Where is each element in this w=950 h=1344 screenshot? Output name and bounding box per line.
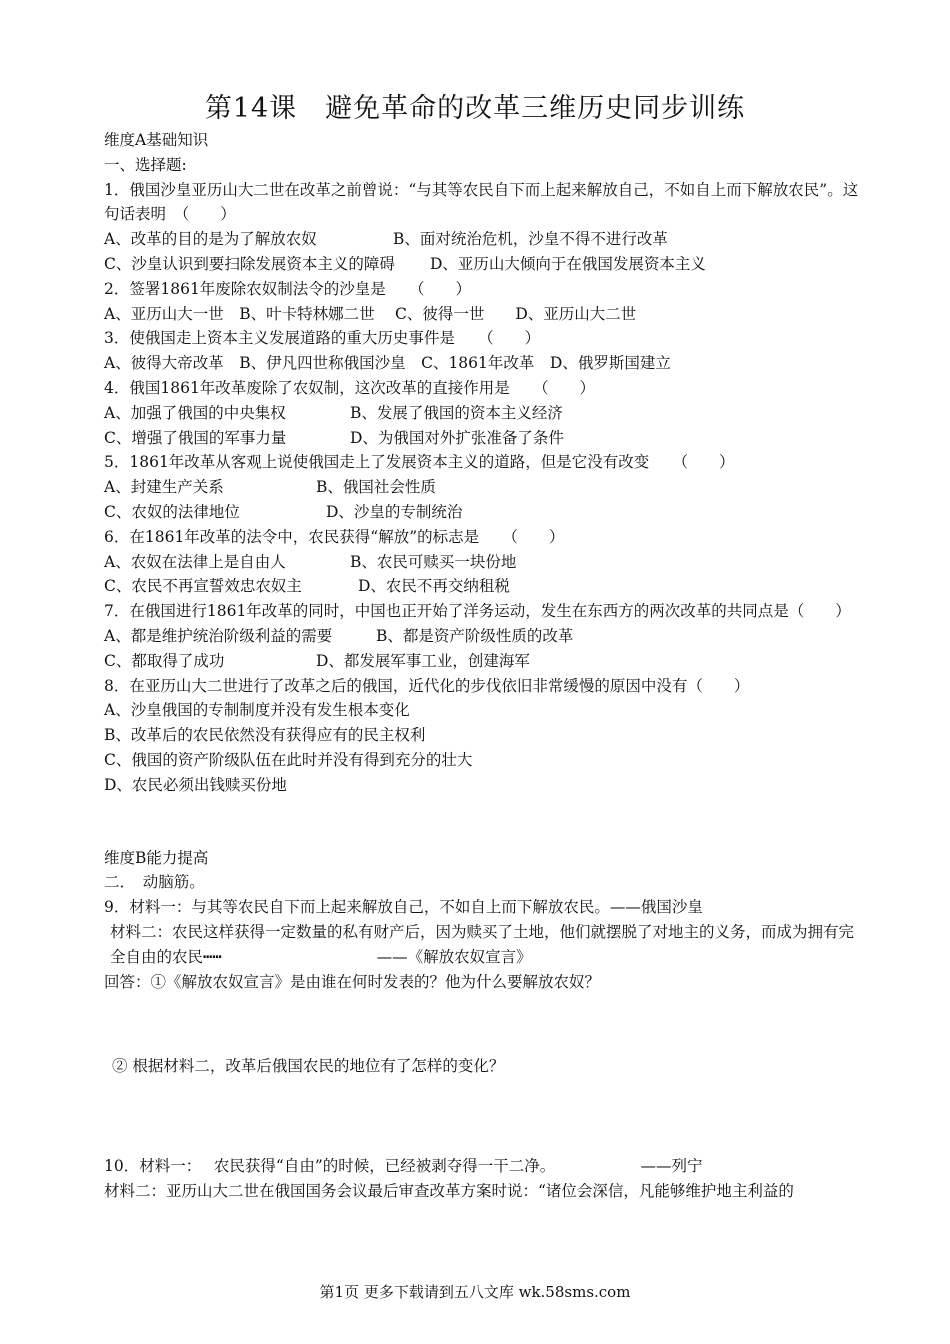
question-4-option-b: B、发展了俄国的资本主义经济 <box>350 403 563 422</box>
question-5-option-c: C、农奴的法律地位 <box>104 502 240 521</box>
question-4-stem: 4．俄国1861年改革废除了农奴制，这次改革的直接作用是 （ ） <box>104 378 596 397</box>
question-7-options-row1 <box>104 624 864 649</box>
part-one-heading: 一、选择题: <box>104 155 187 174</box>
question-1-options-row1 <box>104 227 864 252</box>
question-4-option-c: C、增强了俄国的军事力量 <box>104 428 287 447</box>
question-8-stem: 8．在亚历山大二世进行了改革之后的俄国，近代化的步伐依旧非常缓慢的原因中没有（ ） <box>104 676 750 695</box>
question-8-option-d: D、农民必须出钱赎买份地 <box>104 775 287 794</box>
question-7-option-c: C、都取得了成功 <box>104 651 225 670</box>
question-5-options-row1 <box>104 475 864 500</box>
question-2-options: A、亚历山大一世 B、叶卡特林娜二世 C、彼得一世 D、亚历山大二世 <box>104 304 637 323</box>
question-3-options: A、彼得大帝改革 B、伊凡四世称俄国沙皇 C、1861年改革 D、俄罗斯国建立 <box>104 354 671 373</box>
question-7-stem: 7．在俄国进行1861年改革的同时，中国也正开始了洋务运动，发生在东西方的两次改革的共同点是（ ） <box>104 602 851 621</box>
question-1-options-row2 <box>104 252 864 277</box>
question-6-option-a: A、农奴在法律上是自由人 <box>104 552 286 571</box>
question-5-option-d: D、沙皇的专制统治 <box>326 502 463 521</box>
question-7-option-b: B、都是资产阶级性质的改革 <box>376 626 574 645</box>
question-7-option-a: A、都是维护统治阶级利益的需要 <box>104 626 333 645</box>
question-7-option-d: D、都发展军事工业，创建海军 <box>316 651 530 670</box>
question-9-ask-2: ② 根据材料二，改革后俄国农民的地位有了怎样的变化？ <box>112 1057 505 1076</box>
question-9-material-2: 材料二：农民这样获得一定数量的私有财产后，因为赎买了土地，他们就摆脱了对地主的义务，而成为拥有完全自由的农民┅┅ ——《解放农奴宣言》 <box>110 922 855 966</box>
question-5-stem: 5．1861年改革从客观上说使俄国走上了发展资本主义的道路，但是它没有改变 （ ） <box>104 453 735 472</box>
question-7-options-row2 <box>104 649 864 674</box>
document-body <box>104 128 864 1204</box>
answer-space <box>104 994 864 1054</box>
section-a-heading: 维度A基础知识 <box>104 131 209 149</box>
question-4-options-row2 <box>104 426 864 451</box>
question-6-stem: 6．在1861年改革的法令中，农民获得“解放”的标志是 （ ） <box>104 527 565 546</box>
question-9-ask-1: 回答：①《解放农奴宣言》是由谁在何时发表的？他为什么要解放农奴？ <box>104 972 601 991</box>
question-5-option-b: B、俄国社会性质 <box>316 478 436 497</box>
question-4-options-row1 <box>104 401 864 426</box>
question-8-option-b: B、改革后的农民依然没有获得应有的民主权利 <box>104 726 426 745</box>
question-3-stem: 3．使俄国走上资本主义发展道路的重大历史事件是 （ ） <box>104 329 541 348</box>
question-2-stem: 2．签署1861年废除农奴制法令的沙皇是 （ ） <box>104 279 472 298</box>
spacer <box>104 798 864 846</box>
question-10-material-1: 10．材料一： 农民获得“自由”的时候，已经被剥夺得一干二净。 ——列宁 <box>104 1157 703 1176</box>
answer-space <box>104 1079 864 1154</box>
question-6-options-row2 <box>104 574 864 599</box>
question-6-option-c: C、农民不再宣誓效忠农奴主 <box>104 577 302 596</box>
question-8-option-a: A、沙皇俄国的专制制度并没有发生根本变化 <box>104 701 410 720</box>
page-title: 第14课 避免革命的改革三维历史同步训练 <box>204 93 746 124</box>
question-9-material-1: 9．材料一：与其等农民自下而上起来解放自己，不如自上而下解放农民。——俄国沙皇 <box>104 898 703 917</box>
question-6-options-row1 <box>104 550 864 575</box>
question-1-option-d: D、亚历山大倾向于在俄国发展资本主义 <box>430 254 706 273</box>
question-1-option-c: C、沙皇认识到要扫除发展资本主义的障碍 <box>104 254 395 273</box>
page-footer: 第1页 更多下载请到五八文库 wk.58sms.com <box>319 1283 631 1301</box>
question-1-stem: 1．俄国沙皇亚历山大二世在改革之前曾说：“与其等农民自下而上起来解放自己，不如自上而下解放农民”。这句话表明 （ ） <box>104 180 859 224</box>
question-1-option-a: A、改革的目的是为了解放农奴 <box>104 230 317 249</box>
question-10-material-2: 材料二：亚历山大二世在俄国国务会议最后审查改革方案时说：“诸位会深信，凡能够维护地主利益的 <box>104 1181 794 1200</box>
question-4-option-a: A、加强了俄国的中央集权 <box>104 403 286 422</box>
question-6-option-d: D、农民不再交纳租税 <box>358 577 510 596</box>
question-1-option-b: B、面对统治危机，沙皇不得不进行改革 <box>393 230 668 249</box>
question-5-option-a: A、封建生产关系 <box>104 478 224 497</box>
section-b-heading: 维度B能力提高 <box>104 848 209 867</box>
question-5-options-row2 <box>104 500 864 525</box>
question-6-option-b: B、农民可赎买一块份地 <box>350 552 517 571</box>
part-two-heading: 二． 动脑筋。 <box>104 873 205 892</box>
question-8-option-c: C、俄国的资产阶级队伍在此时并没有得到充分的壮大 <box>104 750 473 769</box>
question-4-option-d: D、为俄国对外扩张准备了条件 <box>350 428 564 447</box>
